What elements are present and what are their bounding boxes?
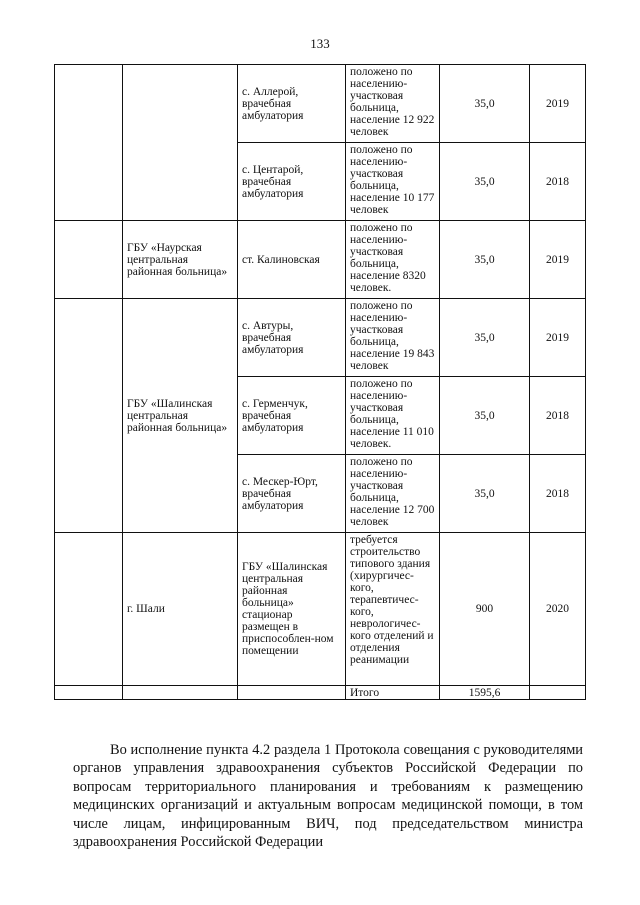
object-cell: с. Центарой, врачебная амбулатория	[238, 143, 346, 221]
row-number-cell	[55, 299, 123, 533]
institution-cell: г. Шали	[123, 533, 238, 686]
institution-cell	[123, 686, 238, 700]
amount-cell: 35,0	[440, 299, 530, 377]
object-cell: с. Автуры, врачебная амбулатория	[238, 299, 346, 377]
row-number-cell	[55, 533, 123, 686]
row-number-cell	[55, 686, 123, 700]
year-cell: 2019	[530, 221, 586, 299]
institution-cell: ГБУ «Шалинская центральная районная больница»	[123, 299, 238, 533]
table-row	[55, 65, 586, 143]
year-cell	[530, 686, 586, 700]
amount-cell: 35,0	[440, 221, 530, 299]
object-cell: ст. Калиновская	[238, 221, 346, 299]
amount-cell: 35,0	[440, 455, 530, 533]
row-number-cell	[55, 221, 123, 299]
page-number: 133	[310, 36, 330, 51]
amount-cell: 900	[440, 533, 530, 686]
year-cell: 2019	[530, 65, 586, 143]
condition-cell: положено по населению-участковая больница, население 19 843 человек	[346, 299, 440, 377]
institution-cell	[123, 65, 238, 221]
total-label: Итого	[346, 686, 440, 700]
object-cell	[238, 686, 346, 700]
body-paragraph: Во исполнение пункта 4.2 раздела 1 Протокола совещания с руководителями органов управления здравоохранения субъектов Российской Федерации по вопросам территориального планирования и требованиям к размещению медицинских организаций и актуальным вопросам медицинской помощи, в том числе лицам, инфицированным ВИЧ, под председательством министра здравоохранения Российской Федерации	[73, 742, 583, 851]
year-cell: 2019	[530, 299, 586, 377]
condition-cell: требуется строительство типового здания (хирургичес-кого, терапевтичес-кого, неврологичес-кого отделений и отделения реанимации	[346, 533, 440, 686]
condition-cell: положено по населению-участковая больница, население 12 700 человек	[346, 455, 440, 533]
facilities-table	[54, 64, 586, 700]
row-number-cell	[55, 65, 123, 221]
object-cell: с. Аллерой, врачебная амбулатория	[238, 65, 346, 143]
object-cell: с. Герменчук, врачебная амбулатория	[238, 377, 346, 455]
amount-cell: 35,0	[440, 143, 530, 221]
amount-cell: 35,0	[440, 65, 530, 143]
object-cell: ГБУ «Шалинская центральная районная больница» стационар размещен в приспособлен-ном помещении	[238, 533, 346, 686]
year-cell: 2018	[530, 377, 586, 455]
year-cell: 2018	[530, 455, 586, 533]
condition-cell: положено по населению-участковая больница, население 10 177 человек	[346, 143, 440, 221]
total-row	[55, 686, 586, 700]
object-cell: с. Мескер-Юрт, врачебная амбулатория	[238, 455, 346, 533]
year-cell: 2018	[530, 143, 586, 221]
condition-cell: положено по населению-участковая больница, население 11 010 человек.	[346, 377, 440, 455]
table-row	[55, 533, 586, 686]
amount-cell: 35,0	[440, 377, 530, 455]
year-cell: 2020	[530, 533, 586, 686]
total-amount: 1595,6	[440, 686, 530, 700]
condition-cell: положено по населению-участковая больница, население 12 922 человек	[346, 65, 440, 143]
table-row	[55, 299, 586, 377]
condition-cell: положено по населению-участковая больница, население 8320 человек.	[346, 221, 440, 299]
institution-cell: ГБУ «Наурская центральная районная больница»	[123, 221, 238, 299]
table-row	[55, 221, 586, 299]
